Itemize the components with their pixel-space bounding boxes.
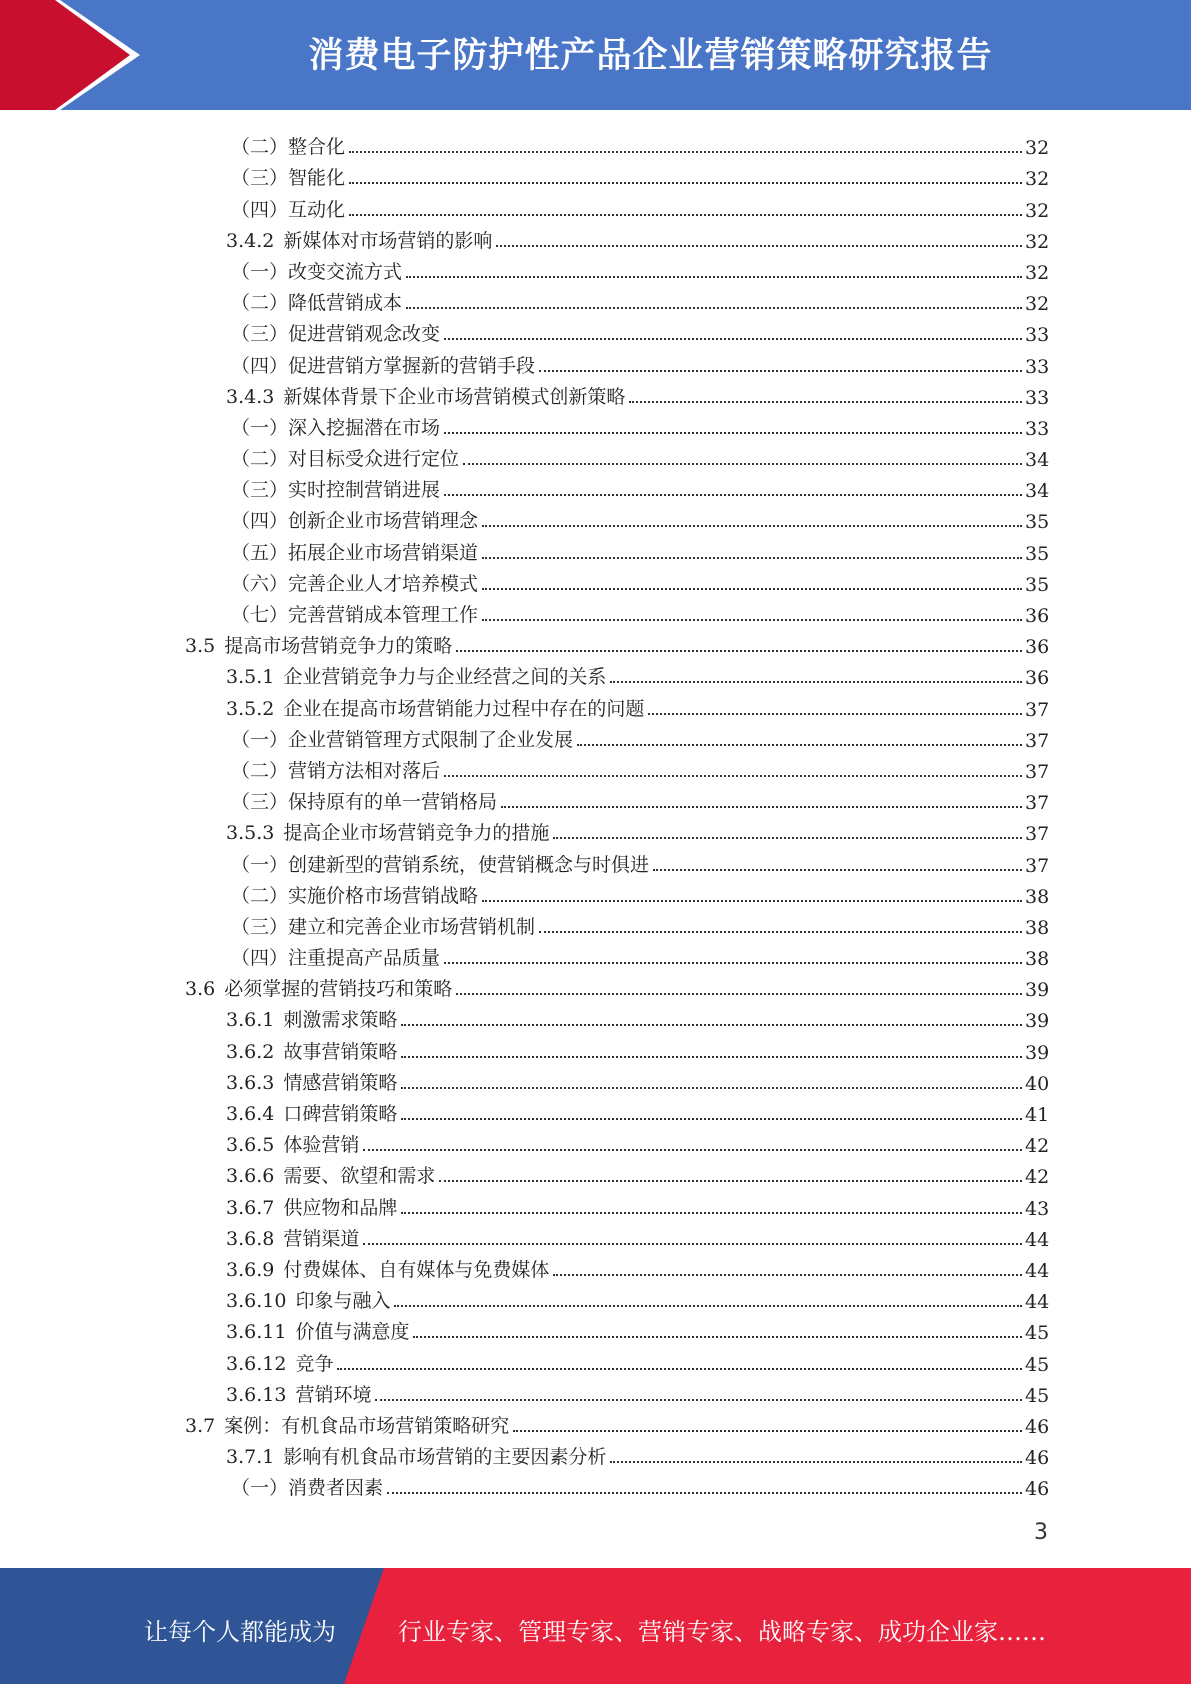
toc-entry-label: [231, 163, 349, 190]
toc-entry-label: [231, 850, 653, 877]
toc-entry-label: [231, 881, 482, 908]
toc-dot-leader: [406, 276, 1022, 278]
footer-slogan-right: 行业专家、管理专家、营销专家、战略专家、成功企业家……: [398, 1618, 1046, 1646]
toc-dot-leader: [401, 1024, 1022, 1026]
toc-dot-leader: [439, 1180, 1022, 1182]
toc-entry[interactable]: [0, 315, 1050, 347]
toc-entry-title: （一）深入挖掘潜在市场: [231, 416, 441, 439]
toc-entry[interactable]: [0, 1064, 1050, 1095]
toc-entry[interactable]: [0, 1438, 1050, 1470]
toc-entry[interactable]: [0, 440, 1050, 472]
toc-entry-number: 3.6.12: [226, 1352, 287, 1375]
toc-entry-page: 38: [1025, 948, 1050, 971]
toc-entry-title: 印象与融入: [295, 1290, 391, 1313]
toc-entry-title: 付费媒体、自有媒体与免费媒体: [283, 1258, 550, 1281]
toc-entry-label: [185, 631, 456, 658]
toc-dot-leader: [349, 214, 1022, 216]
toc-dot-leader: [501, 806, 1022, 808]
toc-entry-page: 32: [1025, 230, 1050, 253]
toc-entry-title: 价值与满意度: [295, 1321, 410, 1344]
toc-entry[interactable]: [0, 627, 1050, 659]
toc-dot-leader: [394, 1305, 1022, 1307]
toc-entry[interactable]: [0, 284, 1050, 316]
toc-dot-leader: [610, 1461, 1022, 1463]
toc-entry-number: 3.6: [185, 978, 216, 1001]
toc-entry-title: 故事营销策略: [283, 1040, 398, 1063]
toc-dot-leader: [653, 869, 1022, 871]
toc-entry-number: 3.5.2: [226, 697, 275, 720]
toc-entry-label: [226, 1130, 363, 1157]
toc-entry-page: 39: [1025, 979, 1050, 1002]
toc-entry[interactable]: [0, 502, 1050, 534]
toc-entry[interactable]: [0, 1313, 1050, 1345]
toc-entry-page: 45: [1025, 1384, 1050, 1407]
toc-entry-title: （四）创新企业市场营销理念: [231, 510, 479, 533]
toc-entry-number: 3.6.10: [226, 1290, 287, 1313]
toc-entry-title: （一）消费者因素: [231, 1477, 384, 1500]
toc-dot-leader: [387, 1492, 1022, 1494]
toc-entry[interactable]: [0, 1376, 1050, 1407]
toc-dot-leader: [349, 182, 1022, 184]
toc-entry-page: 41: [1025, 1104, 1050, 1126]
toc-entry-title: （四）互动化: [231, 198, 346, 221]
toc-entry[interactable]: [0, 533, 1050, 565]
toc-dot-leader: [513, 1430, 1022, 1432]
toc-entry-page: 34: [1025, 480, 1050, 503]
toc-entry-page: 45: [1025, 1322, 1050, 1345]
toc-entry[interactable]: [0, 190, 1050, 222]
toc-dot-leader: [482, 588, 1022, 590]
toc-entry-page: 39: [1025, 1010, 1050, 1033]
toc-entry-label: [226, 1099, 401, 1126]
toc-entry-page: 46: [1025, 1447, 1050, 1470]
page-number: 3: [1034, 1520, 1048, 1545]
toc-dot-leader: [363, 1149, 1022, 1151]
toc-entry-label: [226, 1005, 401, 1032]
toc-entry-label: [226, 1037, 401, 1064]
toc-entry-page: 44: [1025, 1291, 1050, 1314]
toc-entry[interactable]: [0, 1032, 1050, 1064]
toc-entry-page: 35: [1025, 511, 1050, 534]
toc-entry-page: 46: [1025, 1478, 1050, 1501]
header-red-chevron: [0, 0, 150, 110]
toc-dot-leader: [444, 962, 1022, 964]
table-of-contents: [0, 128, 1191, 1500]
toc-entry-title: （三）促进营销观念改变: [231, 323, 441, 346]
document-title: 消费电子防护性产品企业营销策略研究报告: [308, 36, 993, 76]
toc-entry[interactable]: [0, 159, 1050, 191]
toc-entry[interactable]: [0, 970, 1050, 1002]
toc-entry[interactable]: [0, 721, 1050, 752]
toc-entry-title: （二）营销方法相对落后: [231, 759, 441, 782]
toc-entry[interactable]: [0, 1344, 1050, 1376]
toc-entry-page: 32: [1025, 168, 1050, 191]
toc-entry-number: 3.6.2: [226, 1040, 275, 1063]
toc-dot-leader: [482, 557, 1022, 559]
toc-entry-number: 3.5.1: [226, 666, 275, 689]
toc-entry-label: [226, 694, 648, 721]
toc-entry-label: [231, 288, 406, 315]
toc-entry-label: [226, 1349, 337, 1376]
toc-entry-label: [226, 662, 610, 689]
toc-entry-title: （三）智能化: [231, 167, 346, 190]
toc-entry-number: 3.4.3: [226, 385, 275, 408]
toc-entry[interactable]: [0, 1407, 1050, 1438]
toc-dot-leader: [482, 619, 1022, 621]
toc-dot-leader: [349, 151, 1022, 153]
toc-entry-page: 37: [1025, 760, 1050, 783]
toc-entry-title: 刺激需求策略: [283, 1009, 398, 1032]
toc-entry[interactable]: [0, 658, 1050, 690]
toc-entry-page: 32: [1025, 293, 1050, 316]
toc-entry-title: （二）对目标受众进行定位: [231, 448, 460, 471]
toc-dot-leader: [539, 370, 1022, 372]
toc-entry-title: 提高企业市场营销竞争力的措施: [283, 822, 550, 845]
toc-entry[interactable]: [0, 222, 1050, 253]
toc-dot-leader: [444, 338, 1022, 340]
toc-dot-leader: [648, 713, 1022, 715]
toc-entry-page: 33: [1025, 417, 1050, 440]
toc-entry-label: [231, 351, 539, 378]
toc-entry-label: [231, 787, 501, 814]
toc-entry-title: 新媒体背景下企业市场营销模式创新策略: [283, 385, 626, 408]
toc-entry-title: （一）企业营销管理方式限制了企业发展: [231, 728, 574, 751]
toc-entry-label: [231, 319, 444, 346]
toc-entry-label: [231, 569, 482, 596]
toc-entry[interactable]: [0, 877, 1050, 908]
toc-dot-leader: [375, 1399, 1022, 1401]
toc-entry[interactable]: [0, 1469, 1050, 1501]
toc-entry-title: （七）完善营销成本管理工作: [231, 604, 479, 626]
toc-entry-label: [226, 1255, 553, 1282]
toc-entry-label: [226, 1224, 363, 1251]
toc-entry-label: [231, 725, 577, 752]
toc-entry-title: （一）改变交流方式: [231, 260, 403, 283]
toc-entry-title: 新媒体对市场营销的影响: [283, 229, 493, 252]
toc-entry-title: （三）保持原有的单一营销格局: [231, 791, 498, 814]
toc-entry-title: 口碑营销策略: [283, 1103, 398, 1125]
toc-entry[interactable]: [0, 471, 1050, 503]
toc-entry[interactable]: [0, 908, 1050, 939]
toc-dot-leader: [401, 1056, 1022, 1058]
toc-entry-page: 43: [1025, 1197, 1050, 1220]
toc-entry-label: [226, 1286, 394, 1313]
toc-entry[interactable]: [0, 409, 1050, 440]
toc-entry-number: 3.6.5: [226, 1134, 275, 1157]
toc-entry-number: 3.6.11: [226, 1321, 287, 1344]
page-header: [0, 0, 1191, 110]
toc-entry-label: [231, 444, 463, 471]
toc-entry-label: [226, 1442, 610, 1469]
toc-entry-label: [226, 382, 629, 409]
toc-entry-title: （三）实时控制营销进展: [231, 479, 441, 502]
toc-dot-leader: [406, 307, 1022, 309]
toc-entry[interactable]: [0, 253, 1050, 284]
toc-entry-title: （二）降低营销成本: [231, 292, 403, 315]
toc-entry-number: 3.5: [185, 635, 216, 658]
toc-entry-page: 36: [1025, 605, 1050, 627]
toc-entry-title: （一）创建新型的营销系统，使营销概念与时俱进: [231, 853, 650, 876]
toc-entry-page: 32: [1025, 199, 1050, 222]
toc-entry-label: [226, 1317, 413, 1344]
toc-entry[interactable]: [0, 1251, 1050, 1282]
toc-entry-number: 3.6.9: [226, 1258, 275, 1281]
toc-entry-title: 案例：有机食品市场营销策略研究: [224, 1414, 510, 1437]
toc-entry-title: （四）注重提高产品质量: [231, 947, 441, 970]
toc-dot-leader: [496, 245, 1022, 247]
toc-entry-page: 32: [1025, 261, 1050, 284]
toc-entry-label: [231, 912, 539, 939]
toc-dot-leader: [413, 1336, 1022, 1338]
toc-entry-title: 需要、欲望和需求: [283, 1165, 436, 1188]
toc-dot-leader: [401, 1212, 1022, 1214]
toc-entry-title: 竞争: [295, 1352, 334, 1375]
toc-entry[interactable]: [0, 1126, 1050, 1158]
toc-dot-leader: [456, 993, 1022, 995]
toc-dot-leader: [444, 775, 1022, 777]
toc-entry-page: 42: [1025, 1135, 1050, 1158]
toc-entry[interactable]: [0, 689, 1050, 721]
toc-entry[interactable]: [0, 1157, 1050, 1189]
toc-entry-page: 39: [1025, 1041, 1050, 1064]
toc-entry-label: [231, 413, 444, 440]
toc-entry-label: [231, 1473, 387, 1500]
toc-entry[interactable]: [0, 1001, 1050, 1033]
toc-dot-leader: [482, 900, 1022, 902]
toc-entry-page: 35: [1025, 542, 1050, 565]
toc-entry-page: 33: [1025, 386, 1050, 409]
toc-entry-title: 体验营销: [283, 1134, 360, 1157]
toc-entry-page: 38: [1025, 916, 1050, 939]
toc-entry-title: 营销环境: [295, 1383, 372, 1406]
toc-entry-label: [226, 226, 496, 253]
toc-entry[interactable]: [0, 128, 1050, 160]
toc-entry-label: [231, 195, 349, 222]
toc-entry-title: 企业在提高市场营销能力过程中存在的问题: [283, 697, 645, 720]
toc-dot-leader: [482, 525, 1022, 527]
toc-dot-leader: [553, 1274, 1022, 1276]
toc-entry[interactable]: [0, 565, 1050, 596]
toc-entry-label: [231, 257, 406, 284]
toc-entry-page: 33: [1025, 355, 1050, 378]
toc-dot-leader: [401, 1087, 1022, 1089]
toc-entry-page: 37: [1025, 729, 1050, 752]
toc-entry-title: 影响有机食品市场营销的主要因素分析: [283, 1446, 607, 1469]
toc-entry-title: （二）实施价格市场营销战略: [231, 884, 479, 907]
toc-dot-leader: [444, 432, 1022, 434]
toc-dot-leader: [539, 931, 1022, 933]
toc-entry[interactable]: [0, 814, 1050, 846]
toc-entry-page: 44: [1025, 1228, 1050, 1251]
toc-entry-page: 37: [1025, 698, 1050, 721]
toc-entry-page: 42: [1025, 1166, 1050, 1189]
toc-entry-title: （四）促进营销方掌握新的营销手段: [231, 354, 536, 377]
toc-entry-page: 32: [1025, 137, 1050, 160]
toc-dot-leader: [363, 1243, 1022, 1245]
toc-entry-page: 38: [1025, 885, 1050, 908]
toc-entry-number: 3.4.2: [226, 229, 275, 252]
toc-entry[interactable]: [0, 596, 1050, 627]
toc-entry-number: 3.7.1: [226, 1446, 275, 1469]
toc-entry-title: （二）整合化: [231, 136, 346, 159]
toc-entry[interactable]: [0, 752, 1050, 783]
toc-entry[interactable]: [0, 939, 1050, 971]
toc-entry-title: 供应物和品牌: [283, 1196, 398, 1219]
toc-entry-page: 45: [1025, 1353, 1050, 1376]
toc-entry[interactable]: [0, 378, 1050, 409]
toc-dot-leader: [456, 650, 1022, 652]
toc-entry-number: 3.6.7: [226, 1196, 275, 1219]
toc-entry-label: [231, 943, 444, 970]
toc-entry-label: [231, 538, 482, 565]
toc-entry-page: 36: [1025, 636, 1050, 659]
toc-entry-label: [231, 132, 349, 159]
toc-entry-label: [185, 1411, 513, 1438]
toc-entry-number: 3.6.13: [226, 1383, 287, 1406]
toc-entry-number: 3.6.8: [226, 1227, 275, 1250]
toc-entry-title: （六）完善企业人才培养模式: [231, 572, 479, 595]
toc-entry-label: [226, 818, 553, 845]
toc-dot-leader: [577, 744, 1022, 746]
footer-slogan-left: 让每个人都能成为: [144, 1618, 336, 1646]
toc-entry-page: 33: [1025, 324, 1050, 347]
toc-entry-page: 37: [1025, 854, 1050, 877]
toc-entry[interactable]: [0, 1188, 1050, 1220]
toc-entry-title: （五）拓展企业市场营销渠道: [231, 541, 479, 564]
page-footer: [0, 1568, 1191, 1684]
toc-entry-page: 34: [1025, 449, 1050, 472]
toc-entry-title: （三）建立和完善企业市场营销机制: [231, 915, 536, 938]
toc-entry-page: 44: [1025, 1259, 1050, 1282]
toc-entry-label: [231, 756, 444, 783]
toc-entry[interactable]: [0, 1282, 1050, 1314]
toc-entry-label: [231, 506, 482, 533]
toc-entry-title: 情感营销策略: [283, 1071, 398, 1094]
toc-entry[interactable]: [0, 1095, 1050, 1126]
toc-dot-leader: [629, 401, 1022, 403]
toc-entry[interactable]: [0, 346, 1050, 378]
toc-dot-leader: [610, 681, 1022, 683]
toc-entry-number: 3.6.3: [226, 1071, 275, 1094]
toc-entry-title: 提高市场营销竞争力的策略: [224, 635, 453, 658]
toc-dot-leader: [463, 463, 1022, 465]
toc-entry-title: 企业营销竞争力与企业经营之间的关系: [283, 666, 607, 689]
toc-entry-label: [226, 1193, 401, 1220]
toc-entry-number: 3.7: [185, 1414, 216, 1437]
toc-entry-number: 3.5.3: [226, 822, 275, 845]
toc-entry-number: 3.6.1: [226, 1009, 275, 1032]
toc-entry[interactable]: [0, 1220, 1050, 1251]
toc-entry-title: 必须掌握的营销技巧和策略: [224, 978, 453, 1001]
toc-entry-label: [226, 1380, 375, 1407]
toc-dot-leader: [553, 837, 1022, 839]
toc-dot-leader: [337, 1368, 1022, 1370]
toc-entry-label: [231, 600, 482, 627]
toc-entry-page: 40: [1025, 1072, 1050, 1095]
toc-dot-leader: [444, 494, 1022, 496]
toc-entry-number: 3.6.4: [226, 1103, 275, 1125]
toc-entry-label: [185, 974, 456, 1001]
toc-entry-label: [231, 475, 444, 502]
toc-entry-page: 37: [1025, 823, 1050, 846]
toc-entry-label: [226, 1068, 401, 1095]
toc-dot-leader: [401, 1118, 1022, 1120]
toc-entry-page: 46: [1025, 1415, 1050, 1438]
toc-entry-page: 36: [1025, 667, 1050, 690]
toc-entry[interactable]: [0, 783, 1050, 815]
toc-entry-title: 营销渠道: [283, 1227, 360, 1250]
toc-entry-label: [226, 1161, 439, 1188]
toc-entry-page: 35: [1025, 573, 1050, 596]
toc-entry[interactable]: [0, 845, 1050, 877]
toc-entry-number: 3.6.6: [226, 1165, 275, 1188]
toc-entry-page: 37: [1025, 792, 1050, 815]
